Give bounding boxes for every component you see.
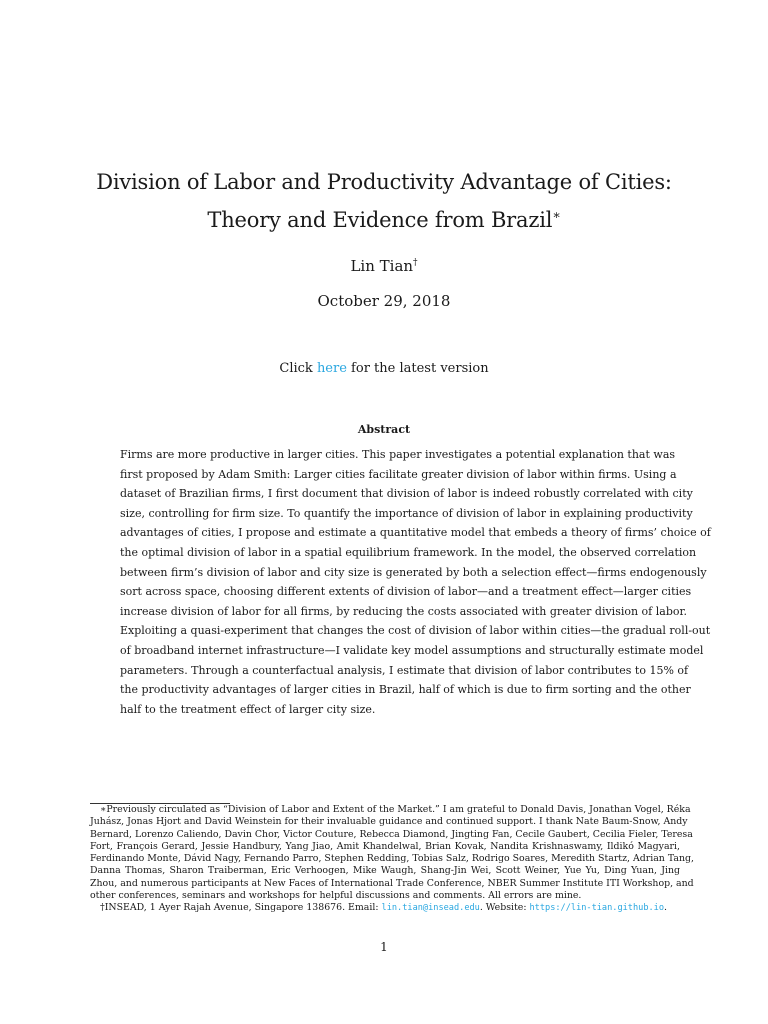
author-name: Lin Tian — [350, 257, 414, 275]
footnote-line: Fort, François Gerard, Jessie Handbury, Yang Jiao, Amit Khandelwal, Brian Kovak, Nandita Krishnaswamy, Ildikó Magyari, — [90, 840, 680, 852]
footnote-line: Bernard, Lorenzo Caliendo, Davin Chor, Victor Couture, Rebecca Diamond, Jingting Fan, Cecile Gaubert, Cecilia Fieler, Teresa — [90, 828, 693, 840]
affiliation-text: †INSEAD, 1 Ayer Rajah Avenue, Singapore 138676. Email: — [100, 902, 382, 914]
footnote-line: Ferdinando Monte, Dávid Nagy, Fernando Parro, Stephen Redding, Tobias Salz, Rodrigo Soares, Meredith Startz, Adrian Tang, — [90, 853, 694, 865]
footnotes — [90, 804, 694, 915]
title-text: Theory and Evidence from Brazil — [207, 208, 553, 232]
latest-suffix: for the latest version — [346, 361, 489, 376]
footnote-acknowledgements — [90, 804, 694, 902]
email-link[interactable]: lin.tian@insead.edu — [381, 903, 480, 914]
abstract-line: first proposed by Adam Smith: Larger cities facilitate greater division of labor within firms. Using a — [120, 467, 677, 481]
footnote-line: ∗Previously circulated as “Division of Labor and Extent of the Market.” I am grateful to Donald Davis, Jonathan Vogel, Réka — [100, 804, 691, 815]
website-label: . Website: — [479, 902, 530, 914]
affiliation-end: . — [664, 902, 668, 914]
abstract-line: half to the treatment effect of larger city size. — [120, 702, 376, 716]
author-footnote-mark: † — [413, 258, 418, 268]
footnote-affiliation — [90, 902, 680, 914]
latest-version-note — [0, 361, 768, 376]
abstract-line: of broadband internet infrastructure—I validate key model assumptions and structurally estimate model — [120, 643, 704, 657]
abstract-heading: Abstract — [357, 423, 411, 436]
abstract-line: sort across space, choosing different extents of division of labor—and a treatment effect—larger cities — [120, 585, 692, 599]
footnote-line: Juhász, Jonas Hjort and David Weinstein for their invaluable guidance and continued support. I thank Nate Baum-Snow, Andy — [90, 816, 688, 828]
abstract-line: Exploiting a quasi-experiment that changes the cost of division of labor within cities—the gradual roll-out — [120, 624, 711, 638]
paper-title-line-2 — [0, 208, 768, 232]
abstract-line: Firms are more productive in larger cities. This paper investigates a potential explanation that was — [120, 448, 676, 461]
abstract-line: dataset of Brazilian firms, I first document that division of labor is indeed robustly correlated with city — [120, 487, 693, 501]
abstract-body — [120, 445, 711, 719]
abstract-line: advantages of cities, I propose and estimate a quantitative model that embeds a theory of firms’ choice of — [120, 526, 711, 540]
latest-prefix: Click — [279, 361, 317, 376]
page-number: 1 — [380, 940, 388, 954]
abstract-line: parameters. Through a counterfactual analysis, I estimate that division of labor contributes to 15% of — [120, 663, 689, 677]
abstract-line: between firm’s division of labor and city size is generated by both a selection effect—firms endogenously — [120, 565, 707, 579]
footnote-line: Zhou, and numerous participants at New Faces of International Trade Conference, NBER Summer Institute ITI Workshop, and — [90, 877, 694, 889]
website-link[interactable]: https://lin-tian.github.io — [529, 903, 665, 914]
abstract-line: the productivity advantages of larger cities in Brazil, half of which is due to firm sorting and the other — [120, 683, 691, 697]
abstract-line: size, controlling for firm size. To quantify the importance of division of labor in explaining productivity — [120, 506, 693, 520]
date: October 29, 2018 — [317, 292, 451, 310]
paper-title-line-1: Division of Labor and Productivity Advantage of Cities: — [96, 170, 672, 194]
abstract-line: increase division of labor for all firms, by reducing the costs associated with greater division of labor. — [120, 604, 688, 618]
footnote-line: other conferences, seminars and workshops for helpful discussions and comments. All errors are mine. — [90, 890, 582, 902]
latest-version-link[interactable]: here — [316, 361, 347, 376]
title-footnote-mark: ∗ — [552, 207, 561, 222]
abstract-line: the optimal division of labor in a spatial equilibrium framework. In the model, the observed correlation — [120, 545, 697, 559]
footnote-line: Danna Thomas, Sharon Traiberman, Eric Verhoogen, Mike Waugh, Shang-Jin Wei, Scott Weiner, Yue Yu, Ding Yuan, Jing — [90, 865, 680, 877]
author — [0, 257, 768, 275]
